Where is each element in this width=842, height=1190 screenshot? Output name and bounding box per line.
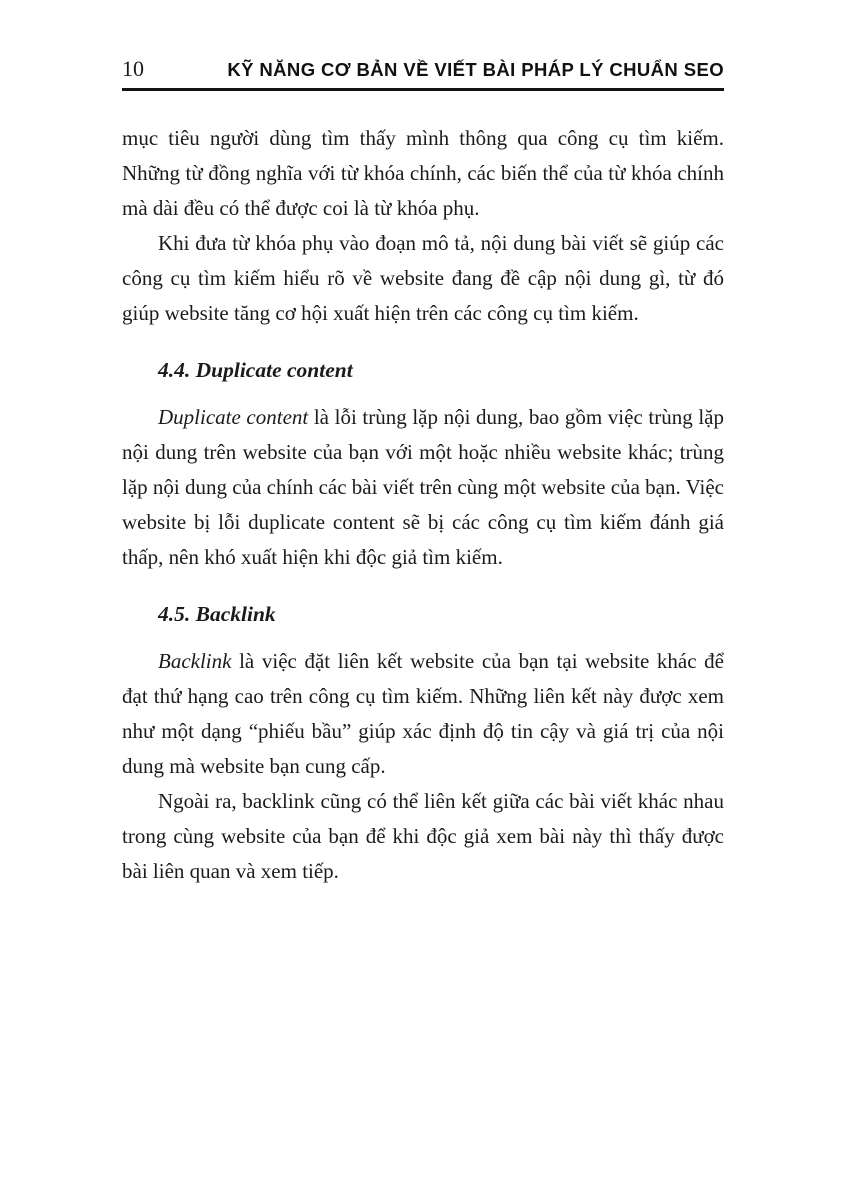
page-number: 10 — [122, 56, 144, 81]
paragraph-backlink-1 — [122, 644, 724, 784]
paragraph-text: là lỗi trùng lặp nội dung, bao gồm việc trùng lặp nội dung trên website của bạn với một hoặc nhiều website khác; trùng lặp nội dung của chính các bài viết trên cùng một website của bạn. Việc website bị lỗi duplicate content sẽ bị các công cụ tìm kiếm đánh giá thấp, nên khó xuất hiện khi độc giả tìm kiếm. — [122, 405, 724, 569]
page-header — [122, 56, 724, 82]
paragraph-text: là việc đặt liên kết website của bạn tại website khác để đạt thứ hạng cao trên công cụ tìm kiếm. Những liên kết này được xem như một dạng “phiếu bầu” giúp xác định độ tin cậy và giá trị của nội dung mà website bạn cung cấp. — [122, 649, 724, 778]
section-heading-4-5: 4.5. Backlink — [158, 602, 276, 626]
section-heading-4-4: 4.4. Duplicate content — [158, 358, 353, 382]
paragraph-intro-2: Khi đưa từ khóa phụ vào đoạn mô tả, nội dung bài viết sẽ giúp các công cụ tìm kiếm hiểu rõ về website đang đề cập nội dung gì, từ đó giúp website tăng cơ hội xuất hiện trên các công cụ tìm kiếm. — [122, 231, 724, 325]
italic-term-duplicate-content: Duplicate content — [158, 405, 309, 429]
page-body — [122, 121, 724, 889]
header-rule — [122, 88, 724, 91]
italic-term-backlink: Backlink — [158, 649, 232, 673]
running-header: KỸ NĂNG CƠ BẢN VỀ VIẾT BÀI PHÁP LÝ CHUẨN SEO — [227, 59, 724, 80]
paragraph-duplicate-content — [122, 400, 724, 575]
paragraph-intro-1: mục tiêu người dùng tìm thấy mình thông qua công cụ tìm kiếm. Những từ đồng nghĩa với từ khóa chính, các biến thể của từ khóa chính mà dài đều có thể được coi là từ khóa phụ. — [122, 126, 724, 220]
paragraph-backlink-2: Ngoài ra, backlink cũng có thể liên kết giữa các bài viết khác nhau trong cùng website của bạn để khi độc giả xem bài này thì thấy được bài liên quan và xem tiếp. — [122, 789, 724, 883]
